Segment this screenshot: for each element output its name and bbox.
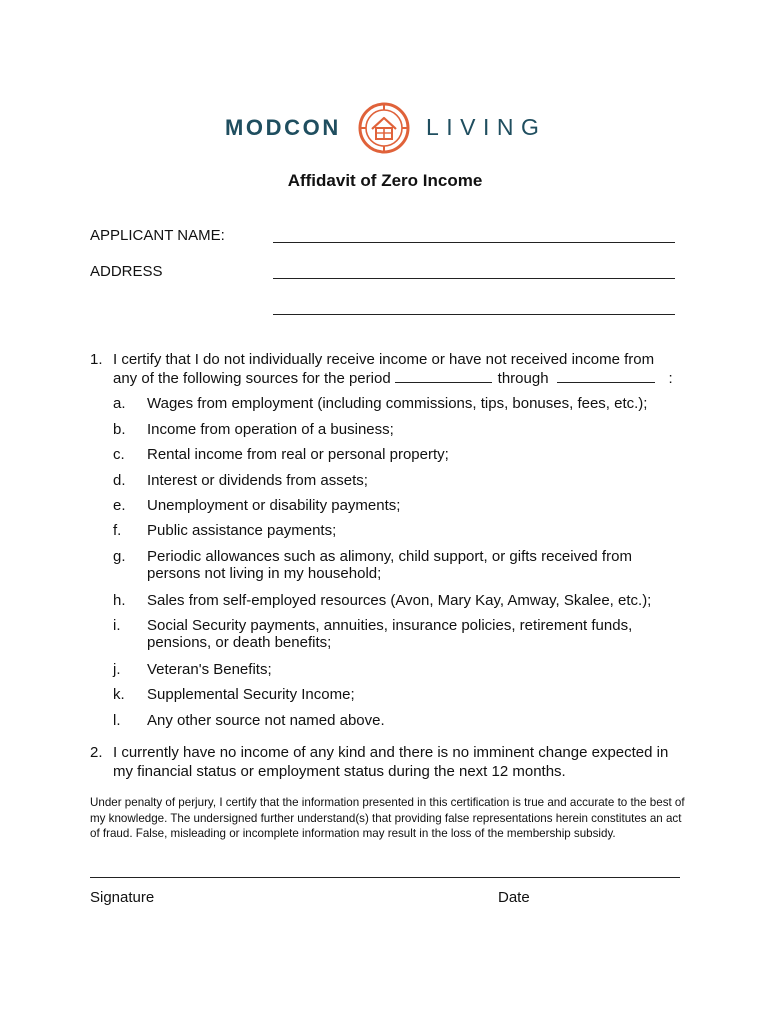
- colon: :: [668, 370, 673, 387]
- item-number: 2.: [90, 744, 103, 761]
- list-letter: a.: [113, 395, 126, 412]
- address-line-1[interactable]: [273, 278, 675, 279]
- list-text: Veteran's Benefits;: [147, 661, 272, 678]
- house-emblem-icon: [358, 102, 410, 154]
- perjury-statement: Under penalty of perjury, I certify that the information presented in this certification is true and accurate to the best of my knowledge. The undersigned further understand(s) that providing false representations herein constitutes an act of fraud. False, misleading or incomplete information may result in the loss of the membership subsidy.: [90, 796, 685, 840]
- list-text: Rental income from real or personal property;: [147, 446, 449, 463]
- list-text: Any other source not named above.: [147, 712, 385, 729]
- document-title: Affidavit of Zero Income: [287, 171, 483, 190]
- list-letter: j.: [113, 661, 121, 678]
- list-text: Periodic allowances such as alimony, child support, or gifts received from persons not living in my household;: [147, 548, 632, 582]
- logo-text-left: MODCON: [225, 115, 341, 140]
- logo-text-right: LIVING: [426, 114, 547, 140]
- list-letter: b.: [113, 421, 126, 438]
- period-end-line[interactable]: [557, 370, 655, 383]
- list-text: Unemployment or disability payments;: [147, 497, 401, 514]
- applicant-name-label: APPLICANT NAME:: [90, 227, 225, 244]
- address-label: ADDRESS: [90, 263, 163, 280]
- list-letter: h.: [113, 592, 126, 609]
- list-letter: g.: [113, 548, 126, 565]
- list-letter: c.: [113, 446, 125, 463]
- list-letter: i.: [113, 617, 121, 634]
- list-letter: k.: [113, 686, 125, 703]
- through-label: through: [497, 370, 549, 387]
- item-text: [113, 350, 673, 388]
- list-text: Interest or dividends from assets;: [147, 472, 368, 489]
- item-number: 1.: [90, 351, 103, 368]
- item-2-text: I currently have no income of any kind and there is no imminent change expected in my financial status or employment status during the next 12 months.: [113, 744, 669, 780]
- list-text: Sales from self-employed resources (Avon, Mary Kay, Amway, Skalee, etc.);: [147, 592, 652, 609]
- date-label: Date: [498, 889, 530, 906]
- list-text: Income from operation of a business;: [147, 421, 394, 438]
- list-letter: f.: [113, 522, 122, 539]
- period-start-line[interactable]: [395, 370, 492, 383]
- list-letter: e.: [113, 497, 126, 514]
- list-letter: d.: [113, 472, 126, 489]
- list-letter: l.: [113, 712, 121, 729]
- signature-line[interactable]: [90, 877, 680, 878]
- list-text: Public assistance payments;: [147, 522, 337, 539]
- list-text: Wages from employment (including commissions, tips, bonuses, fees, etc.);: [147, 395, 648, 412]
- list-text: Supplemental Security Income;: [147, 686, 355, 703]
- applicant-name-line[interactable]: [273, 242, 675, 243]
- signature-label: Signature: [90, 889, 155, 906]
- address-line-2[interactable]: [273, 314, 675, 315]
- list-text: Social Security payments, annuities, insurance policies, retirement funds, pensions, or death benefits;: [147, 617, 633, 651]
- item-1-text: I certify that I do not individually receive income or have not received income from any of the following sources for the period: [113, 351, 655, 387]
- logo: [0, 100, 770, 156]
